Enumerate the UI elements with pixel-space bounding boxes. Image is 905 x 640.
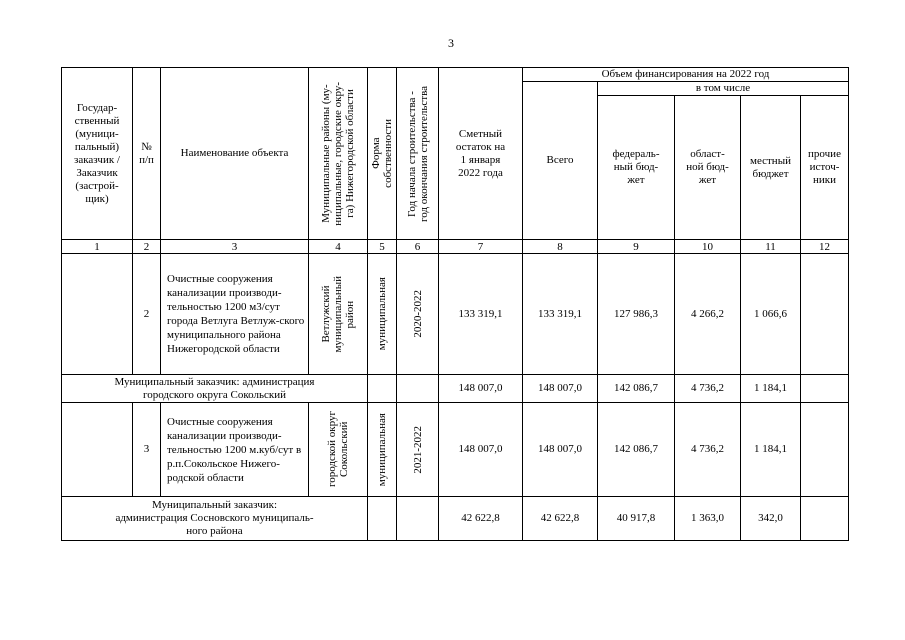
cell-object-name: Очистные сооружения канализации производи-тельностью 1200 м.куб/сут в р.п.Сокольское Нижего-родской области	[161, 403, 309, 497]
col-number: 12	[801, 240, 849, 254]
header-other: прочие источ- ники	[801, 96, 849, 240]
header-num: № п/п	[133, 68, 161, 240]
cell-balance: 133 319,1	[439, 254, 523, 375]
cell-district: городской округ Сокольский	[309, 403, 368, 497]
cell-federal: 127 986,3	[598, 254, 675, 375]
col-number: 3	[161, 240, 309, 254]
cell-district: Ветлужский муниципальный район	[309, 254, 368, 375]
cell-balance: 42 622,8	[439, 497, 523, 541]
cell-federal: 142 086,7	[598, 375, 675, 403]
header-total: Всего	[523, 82, 598, 240]
header-customer: Государ- ственный (муници- пальный) заказчик / Заказчик (застрой- щик)	[62, 68, 133, 240]
cell-local: 1 184,1	[741, 403, 801, 497]
cell-total: 42 622,8	[523, 497, 598, 541]
cell-balance: 148 007,0	[439, 375, 523, 403]
cell-other	[801, 403, 849, 497]
table-row	[62, 403, 849, 497]
col-number: 11	[741, 240, 801, 254]
page-number: 3	[448, 36, 454, 50]
group-row	[62, 375, 849, 403]
header-regional: област- ной бюд- жет	[675, 96, 741, 240]
cell-object-name: Очистные сооружения канализации производи-тельностью 1200 м3/сут города Ветлуга Ветлуж-ского муниципального района Нижегородской области	[161, 254, 309, 375]
cell-other	[801, 254, 849, 375]
header-financing: Объем финансирования на 2022 год	[523, 68, 849, 82]
cell-balance: 148 007,0	[439, 403, 523, 497]
cell-customer-empty	[62, 403, 133, 497]
header-ownership: Форма собственности	[368, 68, 397, 240]
cell-regional: 1 363,0	[675, 497, 741, 541]
header-including: в том числе	[598, 82, 849, 96]
group-row	[62, 497, 849, 541]
cell-ownership: муниципальная	[368, 403, 397, 497]
header-years: Год начала строительства - год окончания строительства	[397, 68, 439, 240]
group-label: Муниципальный заказчик: администрация Сосновского муниципаль- ного района	[62, 497, 368, 541]
cell-local: 342,0	[741, 497, 801, 541]
cell-federal: 142 086,7	[598, 403, 675, 497]
cell-ownership: муниципальная	[368, 254, 397, 375]
cell-years: 2020-2022	[397, 254, 439, 375]
cell-customer-empty	[62, 254, 133, 375]
cell-local: 1 066,6	[741, 254, 801, 375]
col-number: 10	[675, 240, 741, 254]
header-balance: Сметный остаток на 1 января 2022 года	[439, 68, 523, 240]
col-number: 2	[133, 240, 161, 254]
cell-years: 2021-2022	[397, 403, 439, 497]
col-number: 5	[368, 240, 397, 254]
table-row	[62, 254, 849, 375]
header-object-name: Наименование объекта	[161, 68, 309, 240]
col-number: 8	[523, 240, 598, 254]
cell-num: 3	[133, 403, 161, 497]
cell-local: 1 184,1	[741, 375, 801, 403]
financing-table	[61, 67, 849, 541]
cell-total: 148 007,0	[523, 403, 598, 497]
col-number: 7	[439, 240, 523, 254]
col-number: 1	[62, 240, 133, 254]
cell-regional: 4 736,2	[675, 375, 741, 403]
cell-regional: 4 736,2	[675, 403, 741, 497]
cell-num: 2	[133, 254, 161, 375]
header-federal: федераль- ный бюд- жет	[598, 96, 675, 240]
cell-regional: 4 266,2	[675, 254, 741, 375]
header-local: местный бюджет	[741, 96, 801, 240]
col-number: 9	[598, 240, 675, 254]
header-districts: Муниципальные районы (му- ниципальные, городские окру- га) Нижегородской области	[309, 68, 368, 240]
group-label: Муниципальный заказчик: администрация городского округа Сокольский	[62, 375, 368, 403]
cell-federal: 40 917,8	[598, 497, 675, 541]
col-number: 4	[309, 240, 368, 254]
col-number: 6	[397, 240, 439, 254]
cell-total: 133 319,1	[523, 254, 598, 375]
cell-total: 148 007,0	[523, 375, 598, 403]
